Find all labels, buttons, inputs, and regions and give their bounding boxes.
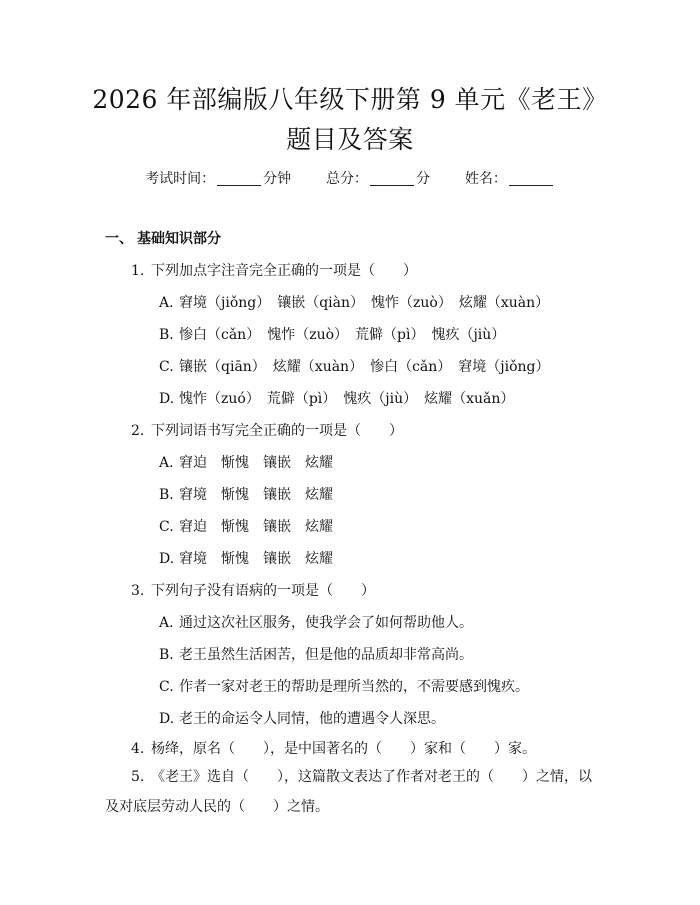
question-2-option-d	[159, 549, 333, 569]
option-text: 通过这次社区服务，使我学会了如何帮助他人。	[179, 615, 473, 631]
option-letter: D.	[159, 551, 175, 567]
question-number: 3.	[131, 583, 145, 599]
option-letter: A.	[159, 295, 174, 311]
question-text: 下列加点字注音完全正确的一项是（ ）	[151, 263, 417, 279]
option-letter: A.	[159, 455, 174, 471]
question-number: 4.	[131, 741, 145, 757]
option-text: 惨白（cǎn） 愧怍（zuò） 荒僻（pì） 愧疚（jiù）	[179, 327, 506, 343]
question-text: 下列词语书写完全正确的一项是（ ）	[151, 423, 403, 439]
question-5-line-2: 及对底层劳动人民的（ ）之情。	[105, 799, 329, 815]
name-blank[interactable]	[509, 171, 553, 186]
option-letter: D.	[159, 391, 175, 407]
question-5-line-1	[131, 767, 592, 787]
option-text: 老王虽然生活困苦，但是他的品质却非常高尚。	[179, 647, 473, 663]
option-letter: A.	[159, 615, 174, 631]
name-label: 姓名：	[464, 171, 507, 187]
option-letter: C.	[159, 359, 174, 375]
question-number: 2.	[131, 423, 145, 439]
option-text: 窘境 惭愧 镶嵌 炫耀	[179, 551, 333, 567]
question-2-option-c	[159, 517, 333, 537]
question-2-option-a	[159, 453, 333, 473]
page-title-line-2: 题目及答案	[286, 125, 414, 154]
question-1-option-b	[159, 325, 505, 345]
option-text: 窘境（jiǒng） 镶嵌（qiàn） 愧怍（zuò） 炫耀（xuàn）	[179, 295, 550, 311]
question-3-option-d	[159, 709, 445, 729]
score-label: 总分：	[326, 171, 368, 187]
question-1	[131, 261, 417, 281]
score-blank[interactable]	[370, 171, 414, 186]
option-letter: B.	[159, 487, 174, 503]
option-letter: B.	[159, 327, 174, 343]
question-3-option-b	[159, 645, 473, 665]
page-title-line-1: 2026 年部编版八年级下册第 9 单元《老王》	[92, 85, 608, 114]
option-letter: D.	[159, 711, 175, 727]
time-blank[interactable]	[217, 171, 261, 186]
option-text: 窘迫 惭愧 镶嵌 炫耀	[179, 455, 333, 471]
question-4	[131, 739, 536, 759]
section-number: 一、	[105, 231, 133, 247]
question-3-option-c	[159, 677, 529, 697]
question-number: 5.	[131, 769, 145, 785]
option-text: 镶嵌（qiān） 炫耀（xuàn） 惨白（cǎn） 窘境（jiǒng）	[179, 359, 550, 375]
option-letter: C.	[159, 519, 174, 535]
section-title: 基础知识部分	[137, 231, 221, 247]
question-number: 1.	[131, 263, 145, 279]
question-1-option-a	[159, 293, 549, 313]
question-2	[131, 421, 403, 441]
question-2-option-b	[159, 485, 333, 505]
option-text: 愧怍（zuó） 荒僻（pì） 愧疚（jiù） 炫耀（xuǎn）	[179, 391, 515, 407]
option-letter: B.	[159, 647, 174, 663]
exam-info-row	[0, 169, 700, 189]
option-text: 窘境 惭愧 镶嵌 炫耀	[179, 487, 333, 503]
section-heading	[105, 229, 221, 249]
question-3	[131, 581, 375, 601]
option-text: 窘迫 惭愧 镶嵌 炫耀	[179, 519, 333, 535]
question-text: 《老王》选自（ ），这篇散文表达了作者对老王的（ ）之情，以	[151, 769, 592, 785]
time-unit: 分钟	[263, 171, 292, 187]
option-text: 老王的命运令人同情，他的遭遇令人深思。	[179, 711, 445, 727]
question-3-option-a	[159, 613, 473, 633]
option-text: 作者一家对老王的帮助是理所当然的，不需要感到愧疚。	[179, 679, 529, 695]
question-1-option-d	[159, 389, 514, 409]
time-label: 考试时间：	[145, 171, 216, 187]
score-unit: 分	[416, 171, 430, 187]
question-text: 下列句子没有语病的一项是（ ）	[151, 583, 375, 599]
question-1-option-c	[159, 357, 550, 377]
question-text: 杨绛，原名（ ），是中国著名的（ ）家和（ ）家。	[151, 741, 536, 757]
option-letter: C.	[159, 679, 174, 695]
